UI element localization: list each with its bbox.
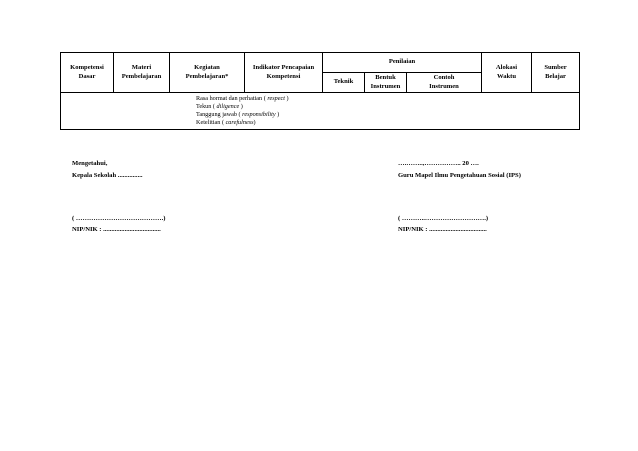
header-alokasi: Alokasi Waktu: [482, 53, 532, 93]
right-sign-name: ( ………..……………………….): [398, 215, 489, 222]
syllabus-table: [60, 52, 580, 130]
left-sign-name: ( ………………………………….): [72, 215, 166, 222]
header-materi: Materi Pembelajaran: [114, 53, 170, 93]
table-body-row: [61, 93, 580, 130]
header-teknik: Teknik: [323, 73, 365, 93]
list-item: Tanggung jawab ( responsibility ): [196, 111, 280, 118]
header-bentuk: Bentuk Instrumen: [365, 73, 407, 93]
right-sign-role: Guru Mapel Ilmu Pengetahuan Sosial (IPS): [398, 172, 521, 179]
right-sign-date: ….……..,…………….. 20 ….: [398, 160, 479, 167]
list-item: Ketelitian ( carefulness): [196, 119, 256, 126]
header-kegiatan: Kegiatan Pembelajaran*: [170, 53, 245, 93]
header-kompetensi-dasar: Kompetensi Dasar: [61, 53, 114, 93]
list-item: Rasa hormat dan perhatian ( respect ): [196, 95, 289, 102]
header-penilaian: Penilaian: [323, 53, 482, 73]
right-sign-nip: NIP/NIK : ...................................: [398, 226, 487, 233]
character-values-list: [196, 95, 289, 127]
left-sign-nip: NIP/NIK : ...................................: [72, 226, 161, 233]
left-sign-role: Kepala Sekolah ...............: [72, 172, 143, 179]
list-item: Tekun ( diligence ): [196, 103, 243, 110]
left-sign-greeting: Mengetahui,: [72, 160, 108, 167]
header-indikator: Indikator Pencapaian Kompetensi: [245, 53, 323, 93]
header-sumber: Sumber Belajar: [532, 53, 580, 93]
header-contoh: Contoh Instrumen: [407, 73, 482, 93]
